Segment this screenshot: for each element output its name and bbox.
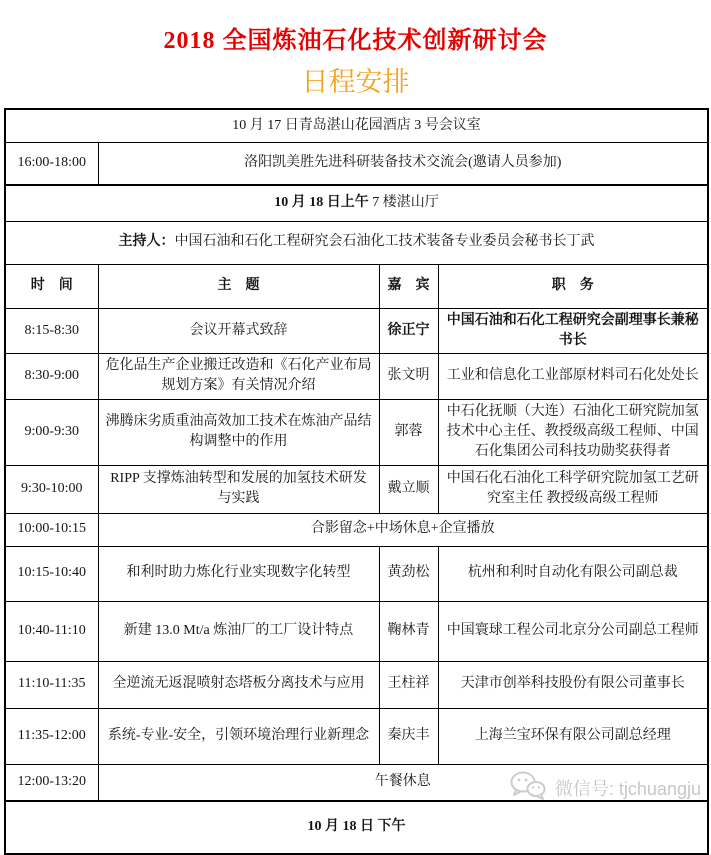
session-topic: 危化品生产企业搬迁改造和《石化产业布局规划方案》有关情况介绍 — [98, 354, 379, 400]
afternoon-header-cell: 10 月 18 日 下午 — [5, 801, 708, 854]
session-time: 10:15-10:40 — [5, 546, 98, 601]
column-header-title: 职 务 — [438, 264, 708, 308]
session-guest: 王柱祥 — [379, 661, 438, 708]
session-guest: 徐正宁 — [379, 308, 438, 354]
table-row — [5, 354, 708, 400]
session-topic: 会议开幕式致辞 — [98, 308, 379, 354]
table-row — [5, 801, 708, 854]
host-label: 主持人： — [118, 234, 175, 250]
session-guest: 张文明 — [379, 354, 438, 400]
table-row — [5, 708, 708, 764]
wechat-icon — [510, 770, 546, 805]
session-topic: 全逆流无返混喷射态塔板分离技术与应用 — [98, 661, 379, 708]
morning-date: 10 月 18 日上午 — [274, 195, 369, 211]
session-topic: 和利时助力炼化行业实现数字化转型 — [98, 546, 379, 601]
table-header-row — [5, 264, 708, 308]
table-row — [5, 465, 708, 513]
session-event: 午餐休息 — [98, 764, 708, 801]
schedule-table — [4, 108, 709, 855]
session-time: 10:40-11:10 — [5, 601, 98, 661]
session-time: 9:30-10:00 — [5, 465, 98, 513]
session-guest: 戴立顺 — [379, 465, 438, 513]
table-row — [5, 661, 708, 708]
session-title: 中石化抚顺（大连）石油化工研究院加氢技术中心主任、教授级高级工程师、中国石化集团公司科技功勋奖获得者 — [438, 399, 708, 465]
session-title: 天津市创举科技股份有限公司董事长 — [438, 661, 708, 708]
session-title: 中国石油和石化工程研究会副理事长兼秘书长 — [438, 308, 708, 354]
session-time: 10:00-10:15 — [5, 513, 98, 546]
table-row — [5, 221, 708, 264]
table-row — [5, 399, 708, 465]
session-topic: 系统-专业-安全，引领环境治理行业新理念 — [98, 708, 379, 764]
host-name: 中国石油和石化工程研究会石油化工技术装备专业委员会秘书长丁武 — [174, 234, 595, 250]
table-row — [5, 109, 708, 142]
session-time: 12:00-13:20 — [5, 764, 98, 801]
morning-header-cell — [5, 185, 708, 221]
watermark-text: 微信号: tjchuangju — [554, 778, 701, 799]
session-time: 11:10-11:35 — [5, 661, 98, 708]
session-title: 杭州和利时自动化有限公司副总裁 — [438, 546, 708, 601]
session-title: 上海兰宝环保有限公司副总经理 — [438, 708, 708, 764]
session-event: 合影留念+中场休息+企宣播放 — [98, 513, 708, 546]
morning-venue: 7 楼湛山厅 — [368, 195, 439, 211]
page-subtitle: 日程安排 — [301, 67, 410, 97]
table-row — [5, 142, 708, 185]
session-topic: 新建 13.0 Mt/a 炼油厂的工厂设计特点 — [98, 601, 379, 661]
column-header-guest: 嘉 宾 — [379, 264, 438, 308]
table-row — [5, 513, 708, 546]
session-guest: 鞠林青 — [379, 601, 438, 661]
session-time: 9:00-9:30 — [5, 399, 98, 465]
session-guest: 秦庆丰 — [379, 708, 438, 764]
session-guest: 黄劲松 — [379, 546, 438, 601]
host-cell — [5, 221, 708, 264]
session-event: 洛阳凯美胜先进科研装备技术交流会(邀请人员参加) — [98, 142, 708, 185]
session-topic: RIPP 支撑炼油转型和发展的加氢技术研发与实践 — [98, 465, 379, 513]
table-row — [5, 185, 708, 221]
column-header-topic: 主 题 — [98, 264, 379, 308]
session-title: 中国寰球工程公司北京分公司副总工程师 — [438, 601, 708, 661]
column-header-time: 时 间 — [5, 264, 98, 308]
table-row — [5, 308, 708, 354]
table-row — [5, 601, 708, 661]
venue-oct17-cell: 10 月 17 日青岛湛山花园酒店 3 号会议室 — [5, 109, 708, 142]
session-time: 11:35-12:00 — [5, 708, 98, 764]
session-time: 8:15-8:30 — [5, 308, 98, 354]
session-time: 16:00-18:00 — [5, 142, 98, 185]
session-topic: 沸腾床劣质重油高效加工技术在炼油产品结构调整中的作用 — [98, 399, 379, 465]
table-row — [5, 546, 708, 601]
session-guest: 郭蓉 — [379, 399, 438, 465]
watermark — [510, 770, 701, 805]
session-time: 8:30-9:00 — [5, 354, 98, 400]
page-title: 2018 全国炼油石化技术创新研讨会 — [163, 28, 548, 54]
session-title: 工业和信息化工业部原材料司石化处处长 — [438, 354, 708, 400]
session-title: 中国石化石油化工科学研究院加氢工艺研究室主任 教授级高级工程师 — [438, 465, 708, 513]
